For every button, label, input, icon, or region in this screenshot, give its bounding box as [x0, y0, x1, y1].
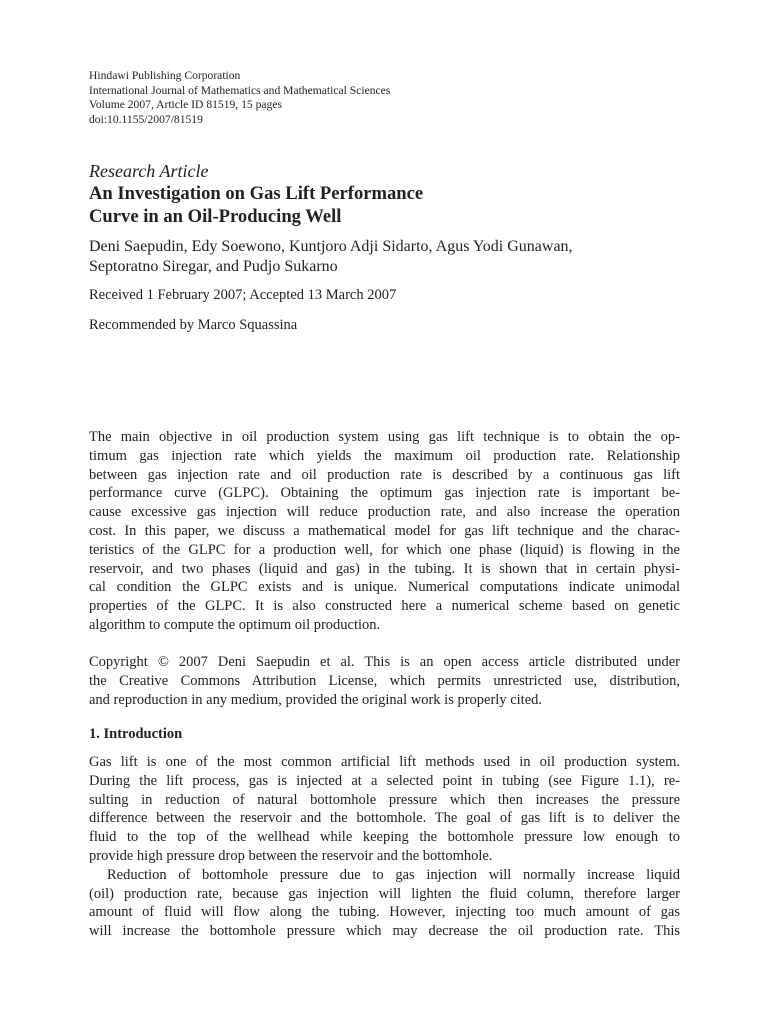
intro-line: will increase the bottomhole pressure which may decrease the oil production rate. This [89, 923, 680, 940]
copyright-notice [89, 653, 680, 709]
figure-link[interactable]: Figure 1.1 [581, 772, 647, 789]
abstract-line: The main objective in oil production system using gas lift technique is to obtain the op- [89, 429, 680, 445]
publisher-name: Hindawi Publishing Corporation [89, 69, 241, 82]
intro-text: During the lift process, gas is injected at a selected point in tubing (see [89, 772, 582, 789]
article-type: Research Article [89, 161, 209, 181]
recommended-by: Recommended by Marco Squassina [89, 317, 298, 333]
abstract-line: cause excessive gas injection will reduce production rate, and also increase the operation [89, 504, 680, 521]
abstract [89, 428, 680, 635]
author-list [89, 237, 573, 277]
intro-paragraph [89, 753, 680, 866]
section-heading-introduction: 1. Introduction [89, 726, 183, 742]
volume-info: Volume 2007, Article ID 81519, 15 pages [89, 98, 282, 112]
abstract-line: timum gas injection rate which yields the maximum oil production rate. Relationship [89, 447, 680, 464]
abstract-line: cost. In this paper, we discuss a mathematical model for gas lift technique and the charac- [89, 522, 680, 539]
abstract-line: reservoir, and two phases (liquid and gas) in the tubing. It is shown that in certain physi- [89, 560, 680, 577]
intro-line: Reduction of bottomhole pressure due to gas injection will normally increase liquid [107, 866, 680, 883]
title-line: An Investigation on Gas Lift Performance [89, 183, 424, 204]
abstract-line: teristics of the GLPC for a production well, for which one phase (liquid) is flowing in the [89, 541, 680, 558]
journal-name: International Journal of Mathematics and Mathematical Sciences [89, 83, 391, 97]
intro-line: provide high pressure drop between the reservoir and the bottomhole. [89, 847, 493, 864]
intro-paragraph [89, 866, 680, 941]
intro-line: Gas lift is one of the most common artificial lift methods used in oil production system. [89, 754, 680, 770]
author-line: Septoratno Siregar, and Pudjo Sukarno [89, 258, 338, 275]
introduction-body [89, 753, 680, 941]
abstract-line: cal condition the GLPC exists and is unique. Numerical computations indicate unimodal [89, 579, 680, 596]
journal-header [89, 69, 390, 128]
title-line: Curve in an Oil-Producing Well [89, 206, 342, 227]
intro-line [89, 772, 680, 791]
copyright-line: and reproduction in any medium, provided the original work is properly cited. [89, 691, 543, 708]
intro-text: ), re- [646, 772, 680, 789]
doi[interactable]: doi:10.1155/2007/81519 [89, 113, 203, 127]
abstract-line: between gas injection rate and oil production rate is described by a continuous gas lift [89, 466, 680, 483]
abstract-line: performance curve (GLPC). Obtaining the optimum gas injection rate is important be- [89, 485, 680, 502]
intro-line: sulting in reduction of natural bottomhole pressure which then increases the pressure [89, 791, 680, 808]
abstract-line: properties of the GLPC. It is also constructed here a numerical scheme based on genetic [89, 598, 680, 615]
abstract-line: algorithm to compute the optimum oil production. [89, 616, 381, 633]
author-line: Deni Saepudin, Edy Soewono, Kuntjoro Adji Sidarto, Agus Yodi Gunawan, [89, 238, 573, 255]
intro-line: amount of fluid will flow along the tubing. However, injecting too much amount of gas [89, 904, 680, 921]
intro-line: difference between the reservoir and the bottomhole. The goal of gas lift is to deliver the [89, 810, 680, 827]
intro-line: (oil) production rate, because gas injection will lighten the fluid column, therefore larger [89, 885, 680, 902]
received-dates: Received 1 February 2007; Accepted 13 March 2007 [89, 287, 397, 303]
copyright-line: Copyright © 2007 Deni Saepudin et al. This is an open access article distributed under [89, 654, 680, 670]
copyright-line: the Creative Commons Attribution License, which permits unrestricted use, distribution, [89, 672, 680, 689]
intro-line: fluid to the top of the wellhead while keeping the bottomhole pressure low enough to [89, 829, 680, 846]
paper-title [89, 182, 423, 228]
